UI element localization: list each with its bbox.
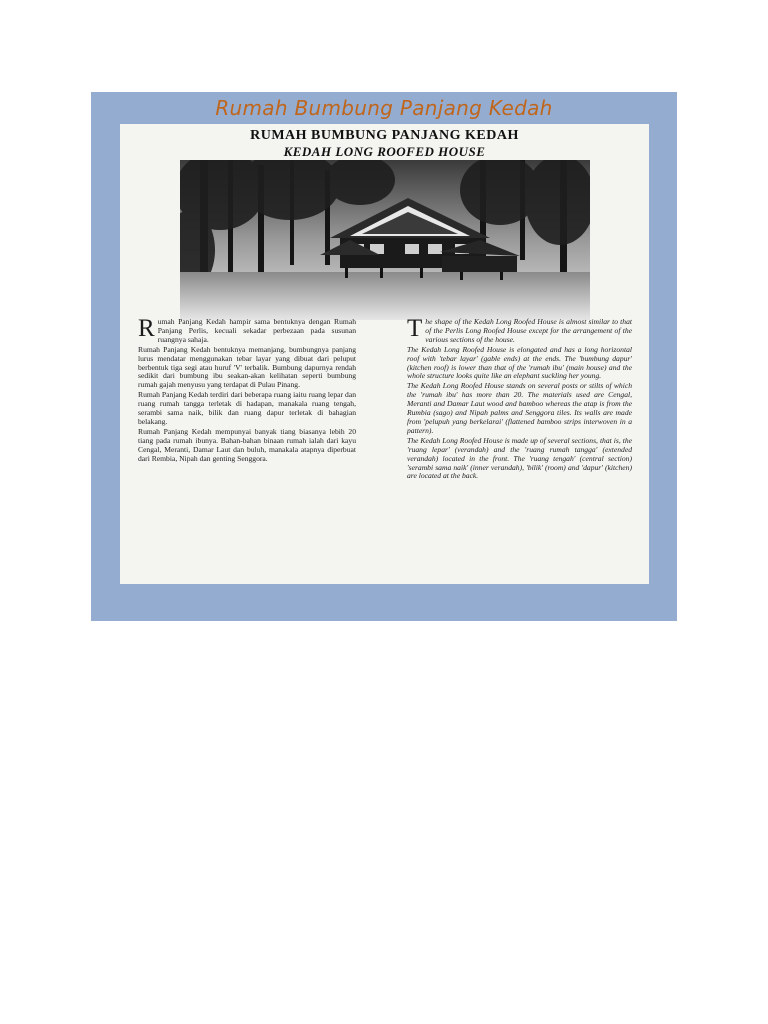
malay-paragraph-2: Rumah Panjang Kedah bentuknya memanjang, bumbungnya panjang lurus mendatar menggunakan tebar layar yang dibuat dari peluput berbentuk tiga segi atau huruf 'V' terbalik. Bumbung dapurnya rendah sedikit dari bumbung ibu seakan-akan kelihatan seperti bumbung rumah gajah menyusu yang terdapat di Pulau Pinang. — [138, 344, 356, 390]
scan-title: RUMAH BUMBUNG PANJANG KEDAH — [250, 128, 519, 143]
english-paragraph-1: he shape of the Kedah Long Roofed House is almost similar to that of the Perlis Long Roofed House except for the arrangement of the various sections of the house. — [425, 317, 632, 344]
english-paragraph-4: The Kedah Long Roofed House is made up of several sections, that is, the 'ruang lepar' (verandah) and the 'ruang rumah tangga' (extended verandah) located in the front. The 'ruang tengah' (central section) 'serambi sama naik' (inner verandah), 'bilik' (room) and 'dapur' (kitchen) are located at the back. — [407, 435, 632, 481]
english-text-column — [407, 315, 632, 482]
english-dropcap: T — [407, 315, 423, 342]
house-photo — [180, 160, 590, 320]
scan-subtitle: KEDAH LONG ROOFED HOUSE — [283, 144, 486, 159]
slide-frame — [91, 92, 677, 621]
english-paragraph-2: The Kedah Long Roofed House is elongated and has a long horizontal roof with 'tebar layar' (gable ends) at the ends. The 'bumbung dapur' (kitchen roof) is lower than that of the 'rumah ibu' (main house) and the whole structure looks quite like an elephant suckling her young. — [407, 344, 632, 381]
malay-dropcap: R — [138, 315, 155, 342]
scanned-page — [120, 124, 649, 584]
malay-paragraph-4: Rumah Panjang Kedah mempunyai banyak tiang biasanya lebih 20 tiang pada rumah ibunya. Bahan-bahan binaan rumah ialah dari kayu Cengal, Meranti, Damar Laut dan buluh, manakala atapnya diperbuat dari Rembia, Nipah dan genting Senggora. — [138, 426, 356, 463]
malay-paragraph-3: Rumah Panjang Kedah terdiri dari beberapa ruang iaitu ruang lepar dan ruang rumah tangga terletak di hadapan, manakala ruang tengah, serambi sama naik, bilik dan ruang dapur terletak di bahagian belakang. — [138, 390, 356, 426]
slide-title: Rumah Bumbung Panjang Kedah — [215, 96, 553, 120]
english-paragraph-3: The Kedah Long Roofed House stands on several posts or stilts of which the 'rumah ibu' has more than 20. The materials used are Cengal, Meranti and Damar Laut wood and bamboo whereas the atap is from the Rumbia (sago) and Nipah palms and Senggora tiles. Its walls are made from 'pelupuh yang berkelarai' (flattened bamboo strips interwoven in a pattern). — [407, 381, 632, 435]
malay-text-column — [138, 315, 356, 465]
malay-paragraph-1: umah Panjang Kedah hampir sama bentuknya dengan Rumah Panjang Perlis, kecuali sekadar perbezaan pada susunan ruangnya sahaja. — [157, 317, 356, 344]
